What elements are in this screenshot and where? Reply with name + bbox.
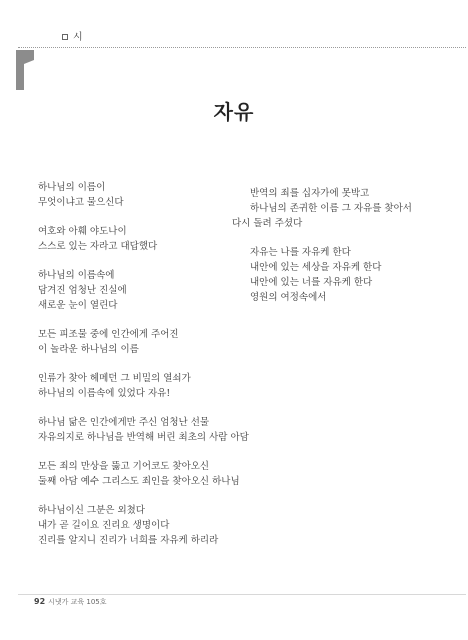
poem-line: 반역의 죄를 십자가에 못박고 — [250, 188, 370, 199]
poem-line: 하나님 닮은 인간에게만 주신 엄청난 선물 — [38, 417, 210, 428]
page-footer — [34, 597, 107, 607]
poem-line: 이 놀라운 하나님의 이름 — [38, 344, 139, 355]
poem-line: 진리를 알지니 진리가 너희를 자유케 하리라 — [38, 535, 219, 546]
poem-line: 하나님의 이름속에 — [38, 270, 115, 281]
poem-stanza — [38, 415, 298, 445]
page-corner-tab — [16, 50, 34, 90]
poem-line: 내가 곧 길이요 진리요 생명이다 — [38, 520, 170, 531]
poem-stanza — [38, 459, 298, 489]
poem-line: 여호와 아훼 야도나이 — [38, 226, 127, 237]
poem-line: 둘째 아담 예수 그리스도 죄인을 찾아오신 하나님 — [38, 476, 240, 487]
poem-line: 자유는 나를 자유케 한다 — [250, 247, 351, 258]
section-label-text: 시 — [73, 32, 83, 43]
poem-line: 무엇이냐고 물으신다 — [38, 197, 124, 208]
poem-stanza — [38, 327, 298, 357]
poem-line: 담겨진 엄청난 진실에 — [38, 285, 127, 296]
poem-line: 새로운 눈이 열린다 — [38, 300, 118, 311]
poem-stanza — [232, 245, 464, 305]
poem-line: 스스로 있는 자라고 대답했다 — [38, 241, 158, 252]
header-divider — [18, 47, 466, 48]
poem-title: 자유 — [213, 100, 255, 124]
poem-line: 하나님의 존귀한 이름 그 자유를 찾아서 — [250, 203, 412, 214]
poem-right-column — [232, 186, 464, 319]
publication-name: 시냇가 교육 105호 — [48, 598, 107, 606]
poem-line: 내안에 있는 세상을 자유케 한다 — [250, 262, 382, 273]
poem-line: 영원의 여정속에서 — [250, 292, 327, 303]
footer-divider — [18, 594, 466, 595]
section-label — [62, 28, 83, 43]
poem-line: 인류가 찾아 헤메던 그 비밀의 열쇠가 — [38, 373, 191, 384]
poem-line: 하나님의 이름속에 있었다 자유! — [38, 388, 171, 399]
poem-stanza — [38, 503, 298, 548]
poem-line: 다시 돌려 주셨다 — [232, 218, 303, 229]
poem-line: 내안에 있는 너를 자유케 한다 — [250, 277, 373, 288]
poem-line: 하나님이신 그분은 외쳤다 — [38, 505, 145, 516]
poem-stanza — [38, 371, 298, 401]
poem-line: 모든 피조물 중에 인간에게 주어진 — [38, 329, 179, 340]
square-bullet-icon — [62, 34, 68, 40]
poem-line: 자유의지로 하나님을 반역해 버린 최초의 사람 아담 — [38, 432, 249, 443]
poem-line: 모든 죄의 만상을 뚫고 기어코도 찾아오신 — [38, 461, 210, 472]
poem-line: 하나님의 이름이 — [38, 182, 106, 193]
poem-stanza — [232, 186, 464, 231]
page-number: 92 — [34, 597, 46, 606]
